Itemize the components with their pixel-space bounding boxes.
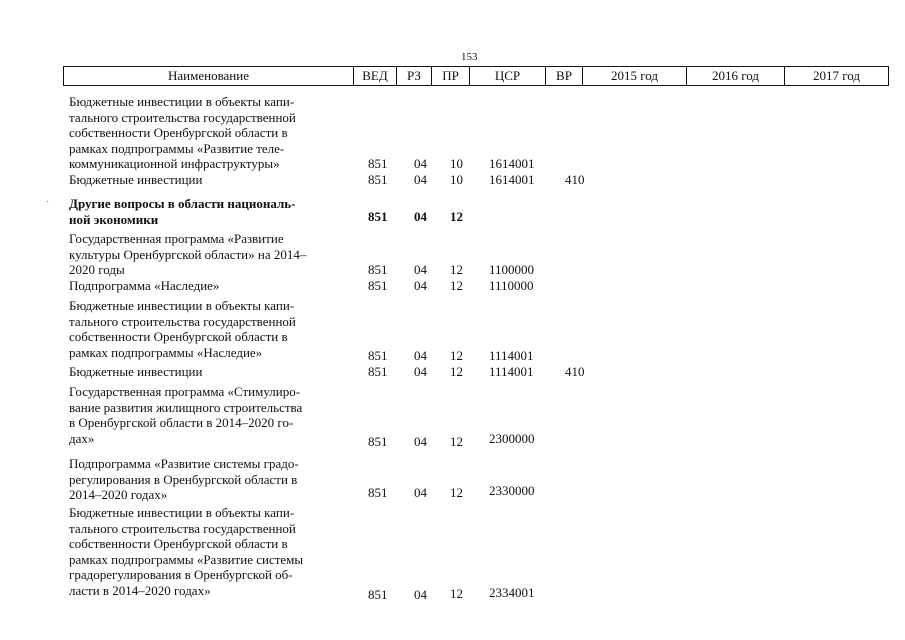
col-header-rz: РЗ — [396, 67, 431, 85]
row-pr: 12 — [450, 364, 463, 379]
row-pr: 10 — [450, 156, 463, 171]
row-ved: 851 — [368, 485, 388, 500]
row-name: Бюджетные инвестиции — [69, 172, 203, 187]
row-ved: 851 — [368, 364, 388, 379]
row-name: Бюджетные инвестиции в объекты капи- тального строительства государственной собственности Оренбургской области в рамках подпрограммы «Развитие системы градорегулирования в Оренбургской об- ласти в 2014–2020 годах» — [69, 505, 304, 598]
row-csr: 1614001 — [489, 172, 535, 187]
row-name: Бюджетные инвестиции — [69, 364, 203, 379]
row-pr: 12 — [450, 209, 463, 224]
row-ved: 851 — [368, 434, 388, 449]
row-rz: 04 — [414, 172, 427, 187]
row-rz: 04 — [414, 434, 427, 449]
row-pr: 12 — [450, 434, 463, 449]
row-name: Подпрограмма «Развитие системы градо- регулирования в Оренбургской области в 2014–2020 годах» — [69, 456, 299, 503]
row-name: Подпрограмма «Наследие» — [69, 278, 220, 293]
row-rz: 04 — [414, 348, 427, 363]
row-ved: 851 — [368, 262, 388, 277]
row-name: Государственная программа «Развитие культуры Оренбургской области» на 2014– 2020 годы — [69, 231, 307, 278]
row-csr: 2334001 — [489, 585, 535, 600]
row-pr: 12 — [450, 586, 463, 601]
col-header-ved: ВЕД — [353, 67, 396, 85]
row-name: Бюджетные инвестиции в объекты капи- тального строительства государственной собственности Оренбургской области в рамках подпрограммы «Развитие теле- коммуникационной инфраструктуры» — [69, 94, 296, 172]
page-number: 153 — [461, 51, 478, 63]
row-rz: 04 — [414, 278, 427, 293]
row-pr: 12 — [450, 262, 463, 277]
row-pr: 12 — [450, 278, 463, 293]
row-ved: 851 — [368, 278, 388, 293]
row-rz: 04 — [414, 209, 427, 224]
row-pr: 10 — [450, 172, 463, 187]
row-rz: 04 — [414, 156, 427, 171]
row-rz: 04 — [414, 364, 427, 379]
row-name: Другие вопросы в области националь- ной экономики — [69, 196, 296, 227]
row-ved: 851 — [368, 348, 388, 363]
row-csr: 1110000 — [489, 278, 534, 293]
col-header-csr: ЦСР — [469, 67, 545, 85]
col-header-pr: ПР — [431, 67, 469, 85]
row-csr: 1614001 — [489, 156, 535, 171]
row-vr: 410 — [565, 172, 585, 187]
col-header-2015: 2015 год — [582, 67, 686, 85]
row-rz: 04 — [414, 262, 427, 277]
row-ved: 851 — [368, 156, 388, 171]
row-pr: 12 — [450, 348, 463, 363]
col-header-vr: ВР — [545, 67, 582, 85]
row-pr: 12 — [450, 485, 463, 500]
col-header-2016: 2016 год — [686, 67, 784, 85]
row-rz: 04 — [414, 485, 427, 500]
row-csr: 1100000 — [489, 262, 535, 277]
margin-mark: · — [46, 197, 50, 208]
col-header-name: Наименование — [168, 68, 249, 83]
row-ved: 851 — [368, 209, 388, 224]
row-csr: 1114001 — [489, 348, 534, 363]
row-name: Бюджетные инвестиции в объекты капи- тального строительства государственной собственности Оренбургской области в рамках подпрограммы «Наследие» — [69, 298, 296, 360]
row-vr: 410 — [565, 364, 585, 379]
row-ved: 851 — [368, 172, 388, 187]
row-csr: 2300000 — [489, 431, 535, 446]
row-rz: 04 — [414, 587, 427, 602]
row-name: Государственная программа «Стимулиро- вание развития жилищного строительства в Оренбургской области в 2014–2020 го- дах» — [69, 384, 303, 446]
col-header-2017: 2017 год — [784, 67, 888, 85]
row-csr: 1114001 — [489, 364, 534, 379]
table-header — [63, 66, 889, 86]
row-ved: 851 — [368, 587, 388, 602]
row-csr: 2330000 — [489, 483, 535, 498]
